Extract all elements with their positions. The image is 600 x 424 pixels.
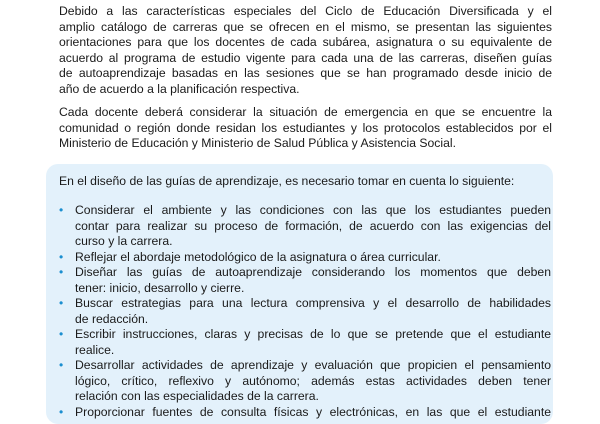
list-item-line: contar para realizar su proceso de formación, de acuerdo con las exigencias del: [75, 218, 551, 233]
list-item-line: Diseñar las guías de autoaprendizaje considerando los momentos que deben: [75, 265, 551, 279]
text-line: amplio catálogo de carreras que se ofrecen en el mismo, se presentan las siguientes: [59, 19, 552, 34]
list-item-line: Buscar estrategias para una lectura comprensiva y el desarrollo de habilidades: [75, 296, 551, 310]
list-item-line: Escribir instrucciones, claras y precisas de lo que se pretende que el estudiante: [75, 327, 551, 341]
list-item: [59, 358, 551, 405]
bullet-icon: •: [59, 327, 64, 341]
list-item: [59, 250, 551, 266]
list-item-line: tener: inicio, desarrollo y cierre.: [75, 280, 245, 295]
list-item-line: Proporcionar fuentes de consulta físicas y electrónicas, en las que el estudiante: [75, 404, 551, 419]
bullet-icon: •: [59, 265, 64, 279]
list-item-line: Considerar el ambiente y las condiciones con las que los estudiantes pueden: [75, 203, 551, 217]
intro-paragraph: [59, 4, 552, 97]
list-item-line: Reflejar el abordaje metodológico de la asignatura o área curricular.: [75, 249, 441, 264]
list-item: [59, 405, 551, 421]
text-line: orientaciones para que los docentes de cada subárea, asignatura o su equivalente de: [59, 35, 552, 49]
text-line: comunidad o región donde residan los estudiantes y los protocolos establecidos por el: [59, 120, 552, 135]
bullet-icon: •: [59, 249, 64, 264]
list-item: [59, 203, 551, 250]
list-item-line: curso y la carrera.: [75, 234, 173, 248]
list-item: [59, 296, 551, 327]
bullet-icon: •: [59, 203, 64, 217]
list-item-line: de redacción.: [75, 311, 149, 326]
list-item-line: relación con las especialidades de la carrera.: [75, 389, 319, 403]
text-line: Cada docente deberá considerar la situación de emergencia en que se encuentre la: [59, 105, 552, 119]
list-item-line: lógico, crítico, reflexivo y autónomo; además estas actividades deben tener: [75, 373, 551, 388]
list-item: [59, 327, 551, 358]
text-line: Ministerio de Educación y Ministerio de Salud Pública y Asistencia Social.: [59, 136, 456, 150]
emergency-paragraph: [59, 105, 552, 152]
text-line: Debido a las características especiales del Ciclo de Educación Diversificada y el: [59, 4, 552, 18]
guide-intro-text: En el diseño de las guías de aprendizaje, es necesario tomar en cuenta lo siguiente:: [59, 174, 515, 188]
bullet-icon: •: [59, 296, 64, 310]
guide-list: [59, 203, 551, 420]
bullet-icon: •: [59, 358, 64, 372]
list-item: [59, 265, 551, 296]
list-item-line: realice.: [75, 342, 115, 357]
text-line: acuerdo al programa de estudio vigente para cada una de las carreras, diseñen guías: [59, 50, 552, 65]
list-item-line: Desarrollar actividades de aprendizaje y evaluación que propicien el pensamiento: [75, 358, 551, 372]
text-line: año de acuerdo a la planificación respectiva.: [59, 81, 300, 96]
text-line: de autoaprendizaje basadas en las sesiones que se han programado desde inicio de: [59, 66, 552, 80]
bullet-icon: •: [59, 404, 64, 419]
